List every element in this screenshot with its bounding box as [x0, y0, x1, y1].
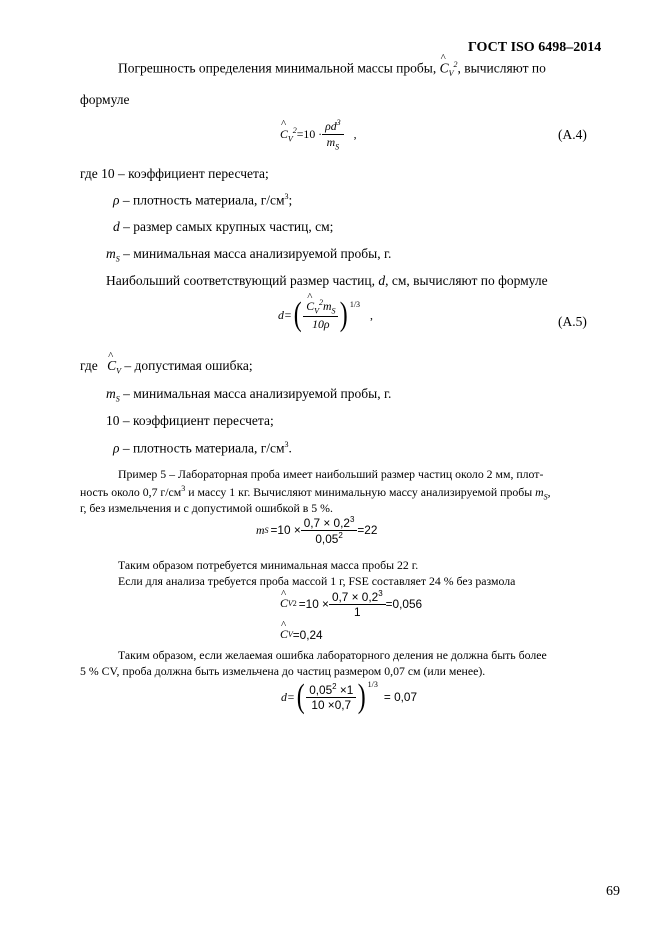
paragraph-intro [118, 60, 546, 78]
eq-a5-exp: 1/3 [349, 300, 361, 309]
example-eq1-rhs: =22 [357, 523, 378, 538]
example-eq4-den: 10 ×0,7 [311, 697, 352, 712]
eq-a4-cv: ^ $C_V^2$ [280, 126, 297, 143]
eq-a5-fraction: ^ $\frac{C_V^2m_S}{10\rho}$ [303, 298, 338, 331]
example-eq4-fraction: $\frac{0,05^2 \times 1}{10 \times 0,7}$ [306, 682, 356, 712]
rho-text: – плотность материала, г/см [122, 192, 285, 208]
example-eq4-num: 0,05 [309, 682, 333, 697]
example-eq2-lhs: =10 × [298, 596, 329, 611]
equation-a5: d= ( ^ $\frac{C_V^2m_S}{10\rho}$ ) $^{1/3}$ , [278, 298, 373, 332]
where-rho: ρ – плотность материала, $г/см^3$; [113, 192, 293, 208]
example-eq2-den: 1 [354, 604, 361, 619]
where-d [113, 219, 333, 235]
eq-a5-den: 10ρ [312, 316, 330, 331]
example-line-2a: ность около 0,7 г/см [80, 484, 182, 499]
example-line-2c: , [547, 484, 551, 499]
rho-symbol: ρ [113, 192, 120, 208]
where-ms: $m_S$ – минимальная масса анализируемой пробы, г. [106, 246, 392, 264]
intro-text-a: Погрешность определения минимальной массы пробы, [118, 60, 437, 76]
d-text: – размер самых крупных частиц, см; [123, 219, 334, 234]
example-line-2b: и массу 1 кг. Вычисляют минимальную массу анализируемой пробы [185, 484, 533, 499]
cv-symbol: ^ $C_V^2$ [440, 60, 458, 78]
example-eq-2: ^ C V 2 =10 × $\frac{0,7 \times 0,2^3}{1}$ =0,056 [280, 589, 422, 619]
where2-cv-text: – допустимая ошибка; [124, 358, 253, 373]
standard-header: ГОСТ ISO 6498–2014 [468, 40, 602, 55]
example-eq2-fraction: $\frac{0,7 \times 0,2^3}{1}$ [329, 589, 386, 619]
d-symbol: d [113, 219, 120, 234]
example-eq1-fraction: $\frac{0,7 \times 0,2^3}{0,05^2}$ [301, 515, 358, 546]
example-line-1: Пример 5 – Лабораторная проба имеет наибольший размер частиц около 2 мм, плот- [118, 467, 544, 481]
where2-ms: $m_S$ – минимальная масса анализируемой пробы, г. [106, 386, 392, 404]
example-eq-1: m S =10 × $\frac{0,7 \times 0,2^3}{0,05^2}$ =22 [256, 515, 378, 546]
example-eq4-exp: 1/3 [367, 680, 378, 689]
eq-a4-fraction: $\frac{\rho d^3}{m_S}$ [322, 118, 344, 151]
rho-end: ; [288, 192, 293, 208]
where2-rho-end: . [288, 440, 292, 456]
intro-text-b: , вычисляют по [457, 60, 546, 76]
ms-text: – минимальная масса анализируемой пробы, г. [123, 246, 392, 261]
example-eq4-lhs: d= [281, 689, 295, 704]
example-eq2-num: 0,7 × 0,2 [331, 589, 379, 604]
where2-cv: где ^ $C_V$ – допустимая ошибка; [80, 358, 253, 376]
example-line-3: г, без измельчения и с допустимой ошибкой в 5 %. [80, 501, 333, 515]
eq-a4-coef: =10 · [296, 127, 323, 142]
eq-a5-lhs: d= [278, 307, 292, 322]
paragraph-size [106, 273, 548, 289]
size-text-end: , см, вычисляют по формуле [385, 273, 548, 288]
example-eq1-lhs: =10 × [270, 523, 301, 538]
eq-a4-num: ρd [325, 118, 337, 133]
example-eq4-num-tail: ×1 [336, 682, 354, 697]
where2-ms-text: – минимальная масса анализируемой пробы, г. [123, 386, 392, 401]
example-eq3-rhs: =0,24 [292, 627, 323, 642]
size-text: Наибольший соответствующий размер частиц, [106, 273, 375, 288]
example-eq1-num: 0,7 × 0,2 [303, 515, 350, 530]
page-number: 69 [606, 884, 620, 899]
example-line-4: Таким образом потребуется минимальная масса пробы 22 г. [118, 558, 419, 572]
eq-a4-comma: , [353, 127, 357, 142]
example-line-6: Таким образом, если желаемая ошибка лабораторного деления не должна быть более [118, 648, 547, 662]
size-d-symbol: d [378, 273, 386, 288]
eq-a5-num: m [322, 299, 332, 314]
example-eq4-rhs: = 0,07 [383, 690, 418, 704]
eq-a5-comma: , [370, 307, 373, 322]
where2-rho-text: – плотность материала, г/см [122, 440, 285, 456]
equation-a4 [280, 118, 357, 151]
eq-a5-label: (A.5) [558, 314, 587, 329]
example-line-7: 5 % CV, проба должна быть измельчена до частиц размером 0,07 см (или менее). [80, 664, 486, 678]
where2-rho: ρ – плотность материала, $г/см^3$. [113, 440, 292, 456]
where2-word: где [80, 358, 98, 373]
example-eq-4: d= ( $\frac{0,05^2 \times 1}{10 \times 0,7}$ ) $^{1/3}$ = 0,07 [281, 678, 418, 715]
example-eq2-rhs: =0,056 [385, 596, 423, 611]
eq-a4-label: (A.4) [558, 127, 587, 142]
example-line-5: Если для анализа требуется проба массой 1 г, FSE составляет 24 % без размола [118, 574, 516, 588]
where-coef: где 10 – коэффициент пересчета; [80, 166, 269, 181]
example-eq-3: ^ C V =0,24 [280, 627, 323, 642]
example-eq1-den: 0,05 [315, 531, 339, 546]
ms-symbol: m [106, 246, 116, 261]
where2-coef: 10 – коэффициент пересчета; [106, 413, 274, 428]
example-line-2: ность около 0,7 $г/см^3$ и массу 1 кг. Вычисляют минимальную массу анализируемой пробы $m_S$, [80, 484, 551, 502]
intro-text-c: формуле [80, 92, 130, 107]
eq-a4-den: m [326, 134, 336, 149]
